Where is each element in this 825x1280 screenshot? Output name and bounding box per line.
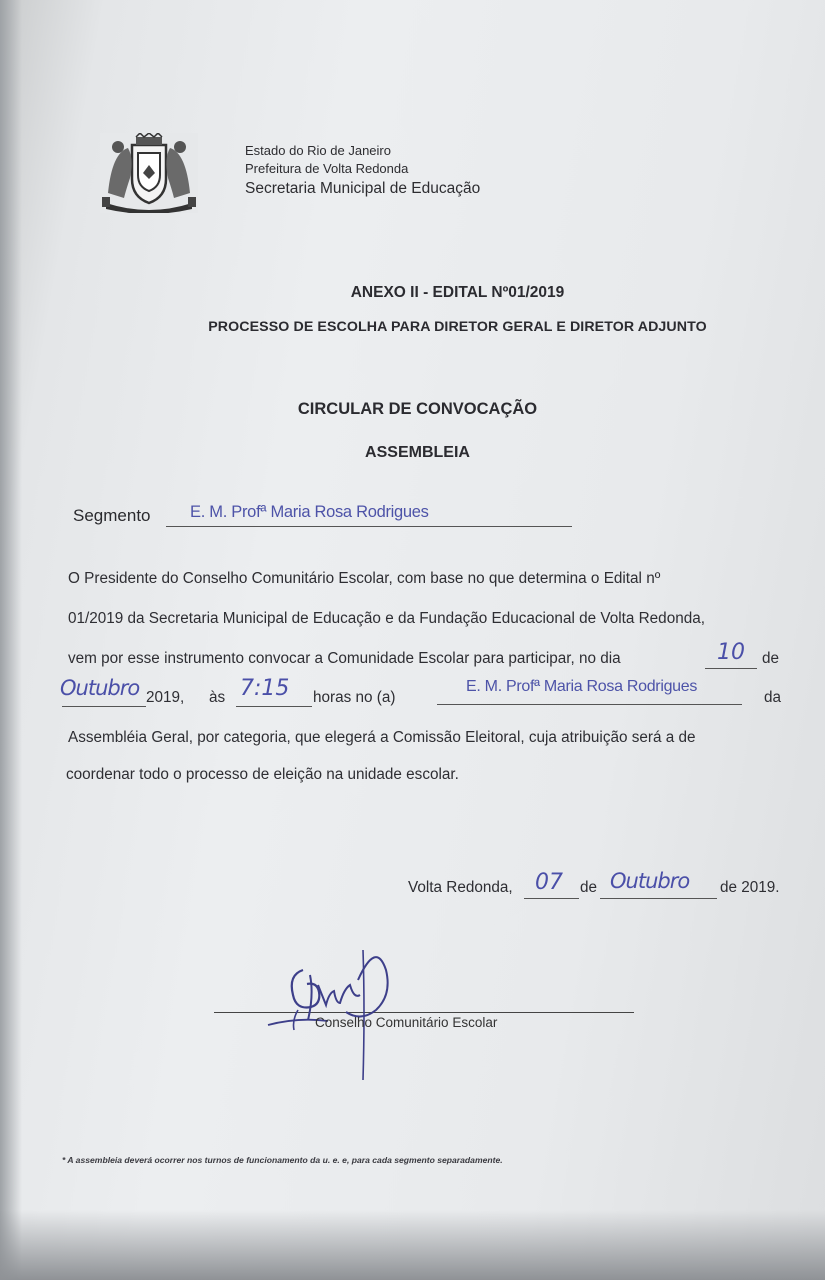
- day-underline: [705, 668, 757, 669]
- coat-of-arms-logo: [100, 133, 198, 213]
- page-shadow-bottom: [0, 1210, 825, 1280]
- signature-label: Conselho Comunitário Escolar: [315, 1015, 498, 1030]
- letterhead-secretariat: Secretaria Municipal de Educação: [245, 180, 481, 197]
- body-line-3: vem por esse instrumento convocar a Comunidade Escolar para participar, no dia: [68, 650, 621, 667]
- process-title: PROCESSO DE ESCOLHA PARA DIRETOR GERAL E DIRETOR ADJUNTO: [208, 319, 707, 335]
- handwritten-sign-month: Outubro: [610, 869, 690, 893]
- body-line-6: coordenar todo o processo de eleição na unidade escolar.: [66, 766, 459, 783]
- letterhead-state: Estado do Rio de Janeiro: [245, 143, 391, 158]
- school-underline: [437, 704, 742, 705]
- body-line-4-da: da: [764, 689, 782, 706]
- footnote: * A assembleia deverá ocorrer nos turnos de funcionamento da u. e. e, para cada segmento separadamente.: [62, 1155, 503, 1165]
- segment-underline: [166, 526, 572, 527]
- body-line-3-de: de: [762, 650, 780, 667]
- handwritten-signature: [258, 940, 408, 1080]
- annex-title: ANEXO II - EDITAL Nº01/2019: [350, 284, 565, 301]
- school-stamp: E. M. Profª Maria Rosa Rodrigues: [466, 678, 698, 695]
- handwritten-sign-day: 07: [535, 870, 563, 895]
- handwritten-day: 10: [717, 640, 745, 665]
- handwritten-month: Outubro: [60, 676, 140, 700]
- sign-month-underline: [600, 898, 717, 899]
- handwritten-time: 7:15: [240, 676, 290, 701]
- place-city: Volta Redonda,: [408, 879, 513, 896]
- place-de-1: de: [580, 879, 598, 896]
- letterhead-prefecture: Prefeitura de Volta Redonda: [245, 161, 409, 176]
- sign-day-underline: [524, 898, 579, 899]
- time-underline: [236, 706, 312, 707]
- body-line-4-as: às: [209, 689, 226, 706]
- body-line-5: Assembléia Geral, por categoria, que elegerá a Comissão Eleitoral, cuja atribuição será a de: [68, 729, 696, 746]
- body-line-1: O Presidente do Conselho Comunitário Escolar, com base no que determina o Edital nº: [68, 570, 661, 587]
- segment-label: Segmento: [73, 506, 151, 525]
- body-line-4-year: 2019,: [146, 689, 185, 706]
- circular-title: CIRCULAR DE CONVOCAÇÃO: [297, 400, 538, 418]
- month-underline: [62, 706, 146, 707]
- segment-value-stamp: E. M. Profª Maria Rosa Rodrigues: [190, 503, 429, 521]
- body-line-2: 01/2019 da Secretaria Municipal de Educação e da Fundação Educacional de Volta Redonda,: [68, 610, 705, 627]
- assembly-title: ASSEMBLEIA: [365, 444, 470, 461]
- page-shadow-left: [0, 0, 22, 1280]
- place-de-2019: de 2019.: [720, 879, 780, 896]
- body-line-4-horas: horas no (a): [313, 689, 396, 706]
